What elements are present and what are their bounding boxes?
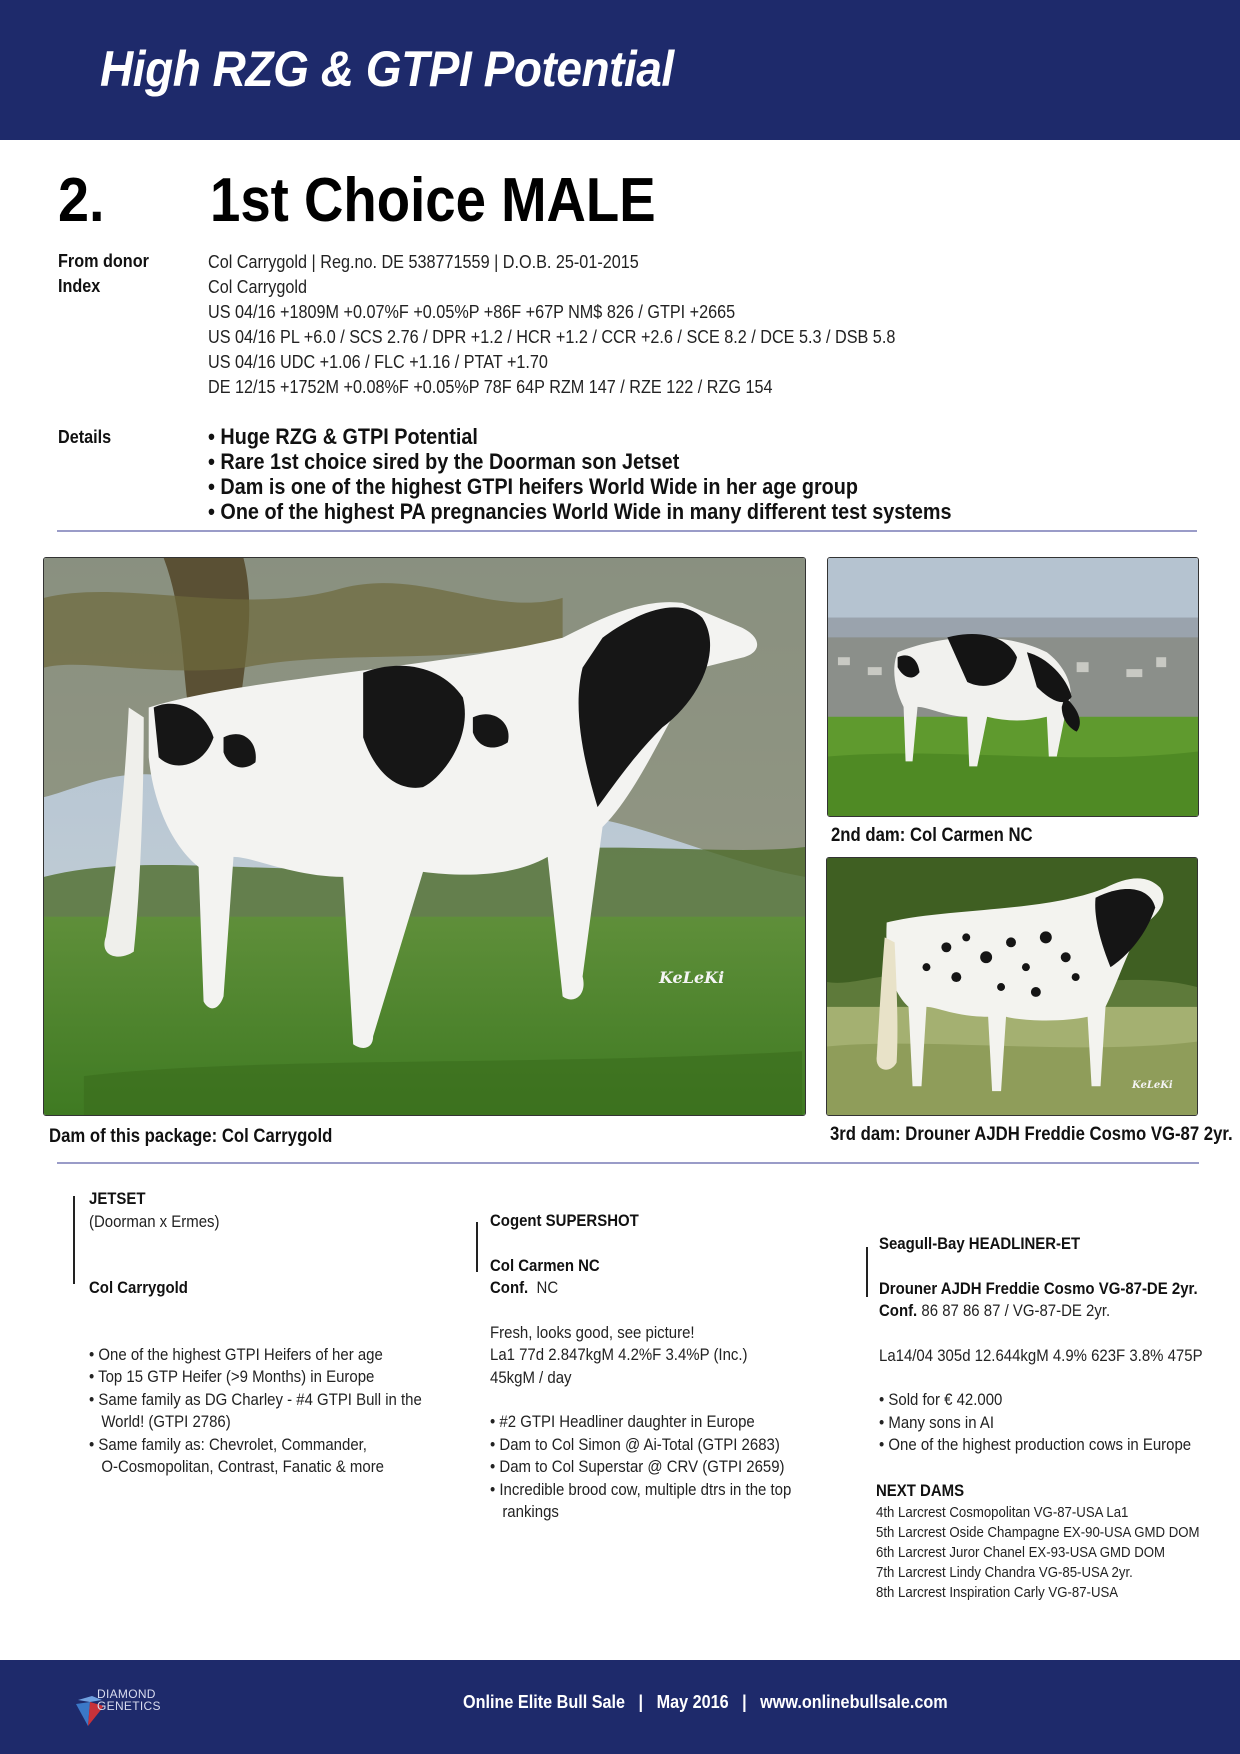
- detail-item: • Huge RZG & GTPI Potential: [208, 424, 478, 449]
- list-item: • Same family as: Chevrolet, Commander,: [89, 1434, 422, 1457]
- lot-title: 1st Choice MALE: [210, 166, 656, 235]
- photo-watermark: KeLeKi: [1132, 1080, 1173, 1091]
- conf-value: NC: [536, 1278, 559, 1297]
- third-dam-illustration: [827, 858, 1197, 1115]
- next-dam-item: 7th Larcrest Lindy Chandra VG-85-USA 2yr.: [876, 1564, 1133, 1581]
- index-label: Index: [58, 276, 101, 296]
- main-cow-photo: [43, 557, 806, 1116]
- index-line: US 04/16 UDC +1.06 / FLC +1.16 / PTAT +1.70: [208, 352, 548, 372]
- index-line: Col Carrygold: [208, 277, 308, 297]
- conf-value: 86 87 86 87 / VG-87-DE 2yr.: [921, 1301, 1111, 1320]
- pedigree-bracket: [476, 1222, 478, 1272]
- index-line: US 04/16 PL +6.0 / SCS 2.76 / DPR +1.2 / HCR +1.2 / CCR +2.6 / SCE 8.2 / DCE 5.3 / DSB 5.8: [208, 327, 896, 347]
- list-item: • One of the highest production cows in Europe: [879, 1434, 1203, 1457]
- from-donor-label: From donor: [58, 251, 149, 271]
- next-dams-title: NEXT DAMS: [876, 1481, 965, 1500]
- list-item-cont: O-Cosmopolitan, Contrast, Fanatic & more: [101, 1457, 385, 1476]
- lot-number: 2.: [58, 166, 105, 235]
- detail-item: • One of the highest PA pregnancies World Wide in many different test systems: [208, 499, 952, 524]
- dam-name: Col Carrygold: [89, 1278, 188, 1297]
- list-item: • Incredible brood cow, multiple dtrs in the top: [490, 1479, 791, 1502]
- third-dam-caption: 3rd dam: Drouner AJDH Freddie Cosmo VG-87 2yr.: [830, 1124, 1233, 1145]
- index-line: DE 12/15 +1752M +0.08%F +0.05%P 78F 64P RZM 147 / RZE 122 / RZG 154: [208, 377, 773, 397]
- divider: [57, 1162, 1199, 1164]
- next-dam-item: 8th Larcrest Inspiration Carly VG-87-USA: [876, 1584, 1119, 1601]
- main-photo-caption: Dam of this package: Col Carrygold: [49, 1126, 333, 1147]
- next-dam-item: 5th Larcrest Oside Champagne EX-90-USA GMD DOM: [876, 1524, 1200, 1541]
- divider: [57, 530, 1197, 532]
- list-item: • Dam to Col Superstar @ CRV (GTPI 2659): [490, 1456, 791, 1479]
- dam-name: Col Carmen NC: [490, 1255, 600, 1275]
- from-donor-value: Col Carrygold | Reg.no. DE 538771559 | D.O.B. 25-01-2015: [208, 252, 639, 272]
- pedigree-column-1: [89, 1188, 422, 1479]
- pedigree-column-3: [879, 1233, 1203, 1457]
- main-cow-illustration: [44, 558, 805, 1115]
- detail-item: • Dam is one of the highest GTPI heifers World Wide in her age group: [208, 474, 858, 499]
- header-title: High RZG & GTPI Potential: [100, 41, 674, 97]
- second-dam-photo: [827, 557, 1199, 817]
- footer-text: Online Elite Bull Sale | May 2016 | www.onlinebullsale.com: [463, 1692, 948, 1712]
- next-dam-item: 6th Larcrest Juror Chanel EX-93-USA GMD DOM: [876, 1544, 1166, 1561]
- detail-item: • Rare 1st choice sired by the Doorman son Jetset: [208, 449, 680, 474]
- list-item: • Top 15 GTP Heifer (>9 Months) in Europe: [89, 1366, 422, 1389]
- list-item: • Many sons in AI: [879, 1412, 1203, 1435]
- list-item: • Same family as DG Charley - #4 GTPI Bull in the: [89, 1389, 422, 1412]
- details-label: Details: [58, 427, 112, 447]
- list-item-cont: rankings: [502, 1502, 559, 1521]
- text-line: 45kgM / day: [490, 1367, 572, 1387]
- pedigree-bracket: [866, 1247, 868, 1297]
- text-line: Fresh, looks good, see picture!: [490, 1322, 695, 1342]
- index-line: US 04/16 +1809M +0.07%F +0.05%P +86F +67P NM$ 826 / GTPI +2665: [208, 302, 736, 322]
- pedigree-bracket: [73, 1196, 75, 1284]
- second-dam-caption: 2nd dam: Col Carmen NC: [831, 825, 1033, 846]
- list-item: • Dam to Col Simon @ Ai-Total (GTPI 2683): [490, 1434, 791, 1457]
- lactation-record: La14/04 305d 12.644kgM 4.9% 623F 3.8% 475P: [879, 1345, 1203, 1365]
- next-dams: [876, 1481, 1200, 1603]
- sire-name: JETSET: [89, 1189, 146, 1208]
- sire-name: Seagull-Bay HEADLINER-ET: [879, 1234, 1081, 1253]
- text-line: La1 77d 2.847kgM 4.2%F 3.4%P (Inc.): [490, 1345, 748, 1364]
- second-dam-illustration: [828, 558, 1198, 816]
- sire-name: Cogent SUPERSHOT: [490, 1211, 639, 1230]
- list-item: • One of the highest GTPI Heifers of her age: [89, 1344, 422, 1367]
- list-item-cont: World! (GTPI 2786): [101, 1412, 231, 1431]
- pedigree-column-2: [490, 1210, 791, 1524]
- next-dam-item: 4th Larcrest Cosmopolitan VG-87-USA La1: [876, 1504, 1129, 1521]
- sire-line: (Doorman x Ermes): [89, 1211, 220, 1231]
- logo-line: GENETICS: [97, 1699, 161, 1713]
- footer-logo-text: [97, 1688, 161, 1712]
- conf-label: Conf.: [490, 1278, 529, 1297]
- list-item: • #2 GTPI Headliner daughter in Europe: [490, 1411, 791, 1434]
- conf-label: Conf.: [879, 1301, 918, 1320]
- list-item: • Sold for € 42.000: [879, 1389, 1203, 1412]
- dam-name: Drouner AJDH Freddie Cosmo VG-87-DE 2yr.: [879, 1278, 1198, 1298]
- photo-watermark: KeLeKi: [659, 968, 725, 987]
- logo-line: DIAMOND: [97, 1687, 156, 1701]
- third-dam-photo: [826, 857, 1198, 1116]
